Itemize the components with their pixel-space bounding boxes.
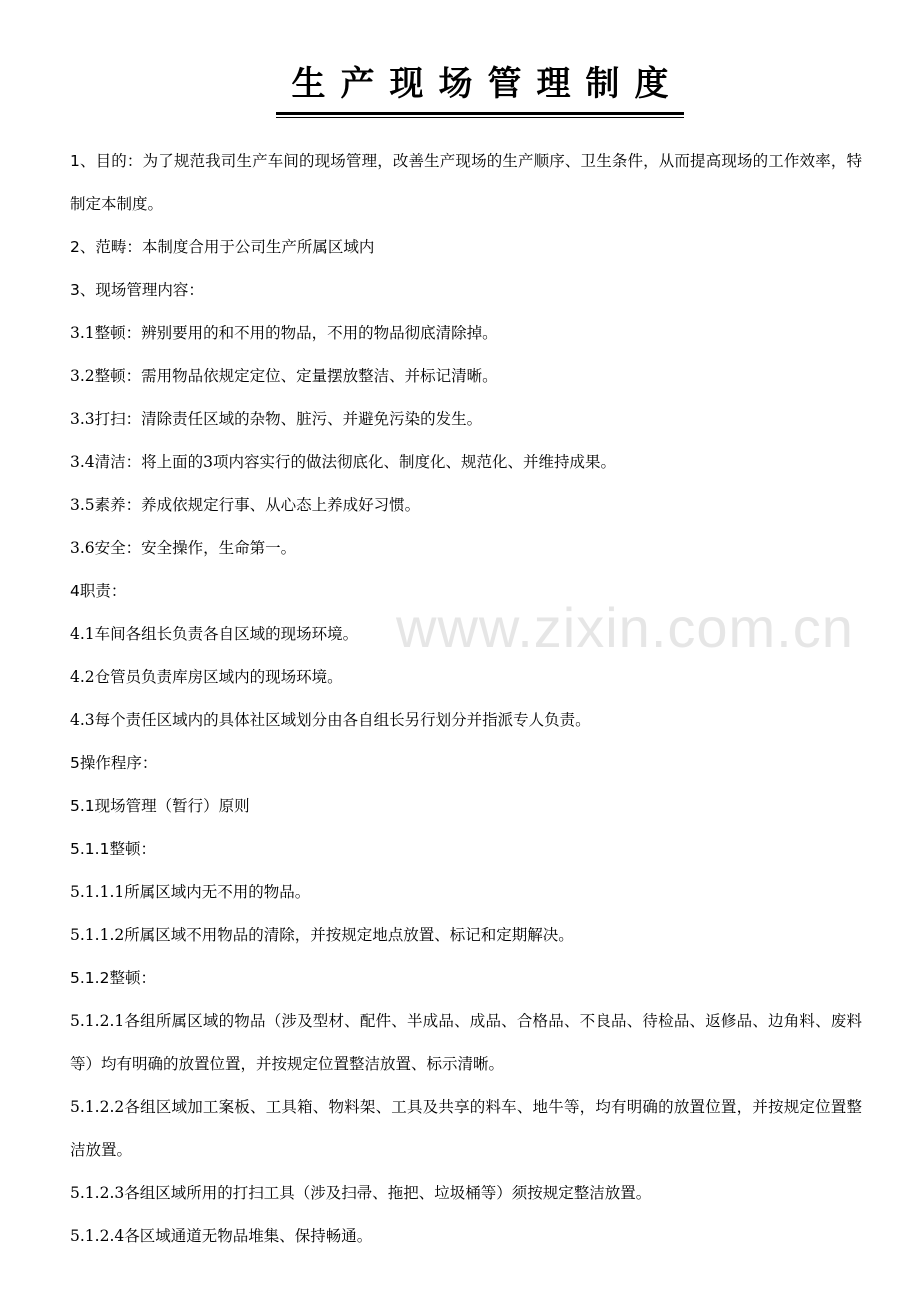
section-heading (70, 269, 862, 312)
paragraph-text: 为了规范我司生产车间的现场管理，改善生产现场的生产顺序、卫生条件，从而提高现场的工作效率，特制定本制度。 (70, 152, 862, 213)
paragraph-text: 本制度合用于公司生产所属区域内 (141, 238, 375, 256)
paragraph-lead: 2、范畴： (70, 238, 142, 256)
list-item: 5.1.2.4各区域通道无物品堆集、保持畅通。 (70, 1227, 373, 1245)
list-item: 5.1.1.1所属区域内无不用的物品。 (70, 883, 311, 901)
list-item: 5.1.2.1各组所属区域的物品（涉及型材、配件、半成品、成品、合格品、不良品、待检品、返修品、边角料、废料等）均有明确的放置位置，并按规定位置整洁放置、标示清晰。 (70, 1012, 862, 1073)
section-heading-text: 5操作程序： (70, 754, 158, 772)
list-item: 4.3每个责任区域内的具体社区域划分由各自组长另行划分并指派专人负责。 (70, 711, 591, 729)
list-item: 5.1.1.2所属区域不用物品的清除，并按规定地点放置、标记和定期解决。 (70, 926, 574, 944)
section-heading (70, 828, 862, 871)
section-heading-text: 5.1.2整顿： (70, 969, 156, 987)
section-heading (70, 957, 862, 1000)
section-heading (70, 785, 862, 828)
title-block (276, 58, 684, 118)
section-heading-text: 4职责： (70, 582, 127, 600)
list-item: 4.1车间各组长负责各自区域的现场环境。 (70, 625, 359, 643)
watermark: www.zixin.com.cn (396, 596, 854, 659)
paragraph-scope (70, 226, 862, 269)
list-item: 4.2仓管员负责库房区域内的现场环境。 (70, 668, 343, 686)
list-item: 5.1.2.3各组区域所用的打扫工具（涉及扫帚、拖把、垃圾桶等）须按规定整洁放置。 (70, 1184, 652, 1202)
list-item: 3.6安全：安全操作，生命第一。 (70, 539, 297, 557)
section-heading-text: 3、现场管理内容： (70, 281, 204, 299)
paragraph-purpose (70, 140, 862, 226)
document-body (70, 140, 862, 1258)
list-item: 5.1.2.2各组区域加工案板、工具箱、物料架、工具及共享的料车、地牛等，均有明确的放置位置，并按规定位置整洁放置。 (70, 1098, 862, 1159)
title-underline-thick (276, 112, 684, 115)
section-heading-text: 5.1现场管理（暂行）原则 (70, 797, 250, 815)
list-item: 3.3打扫：清除责任区域的杂物、脏污、并避免污染的发生。 (70, 410, 483, 428)
paragraph-lead: 1、目的： (70, 152, 143, 170)
title-underline-thin (276, 117, 684, 118)
section-heading (70, 570, 862, 613)
document-title: 生产现场管理制度 (291, 64, 684, 104)
list-item: 3.1整顿：辨别要用的和不用的物品，不用的物品彻底清除掉。 (70, 324, 498, 342)
list-item: 3.5素养：养成依规定行事、从心态上养成好习惯。 (70, 496, 421, 514)
list-item: 3.4清洁：将上面的3项内容实行的做法彻底化、制度化、规范化、并维持成果。 (70, 453, 617, 471)
section-heading (70, 742, 862, 785)
section-heading-text: 5.1.1整顿： (70, 840, 156, 858)
list-item: 3.2整顿：需用物品依规定定位、定量摆放整洁、并标记清晰。 (70, 367, 498, 385)
